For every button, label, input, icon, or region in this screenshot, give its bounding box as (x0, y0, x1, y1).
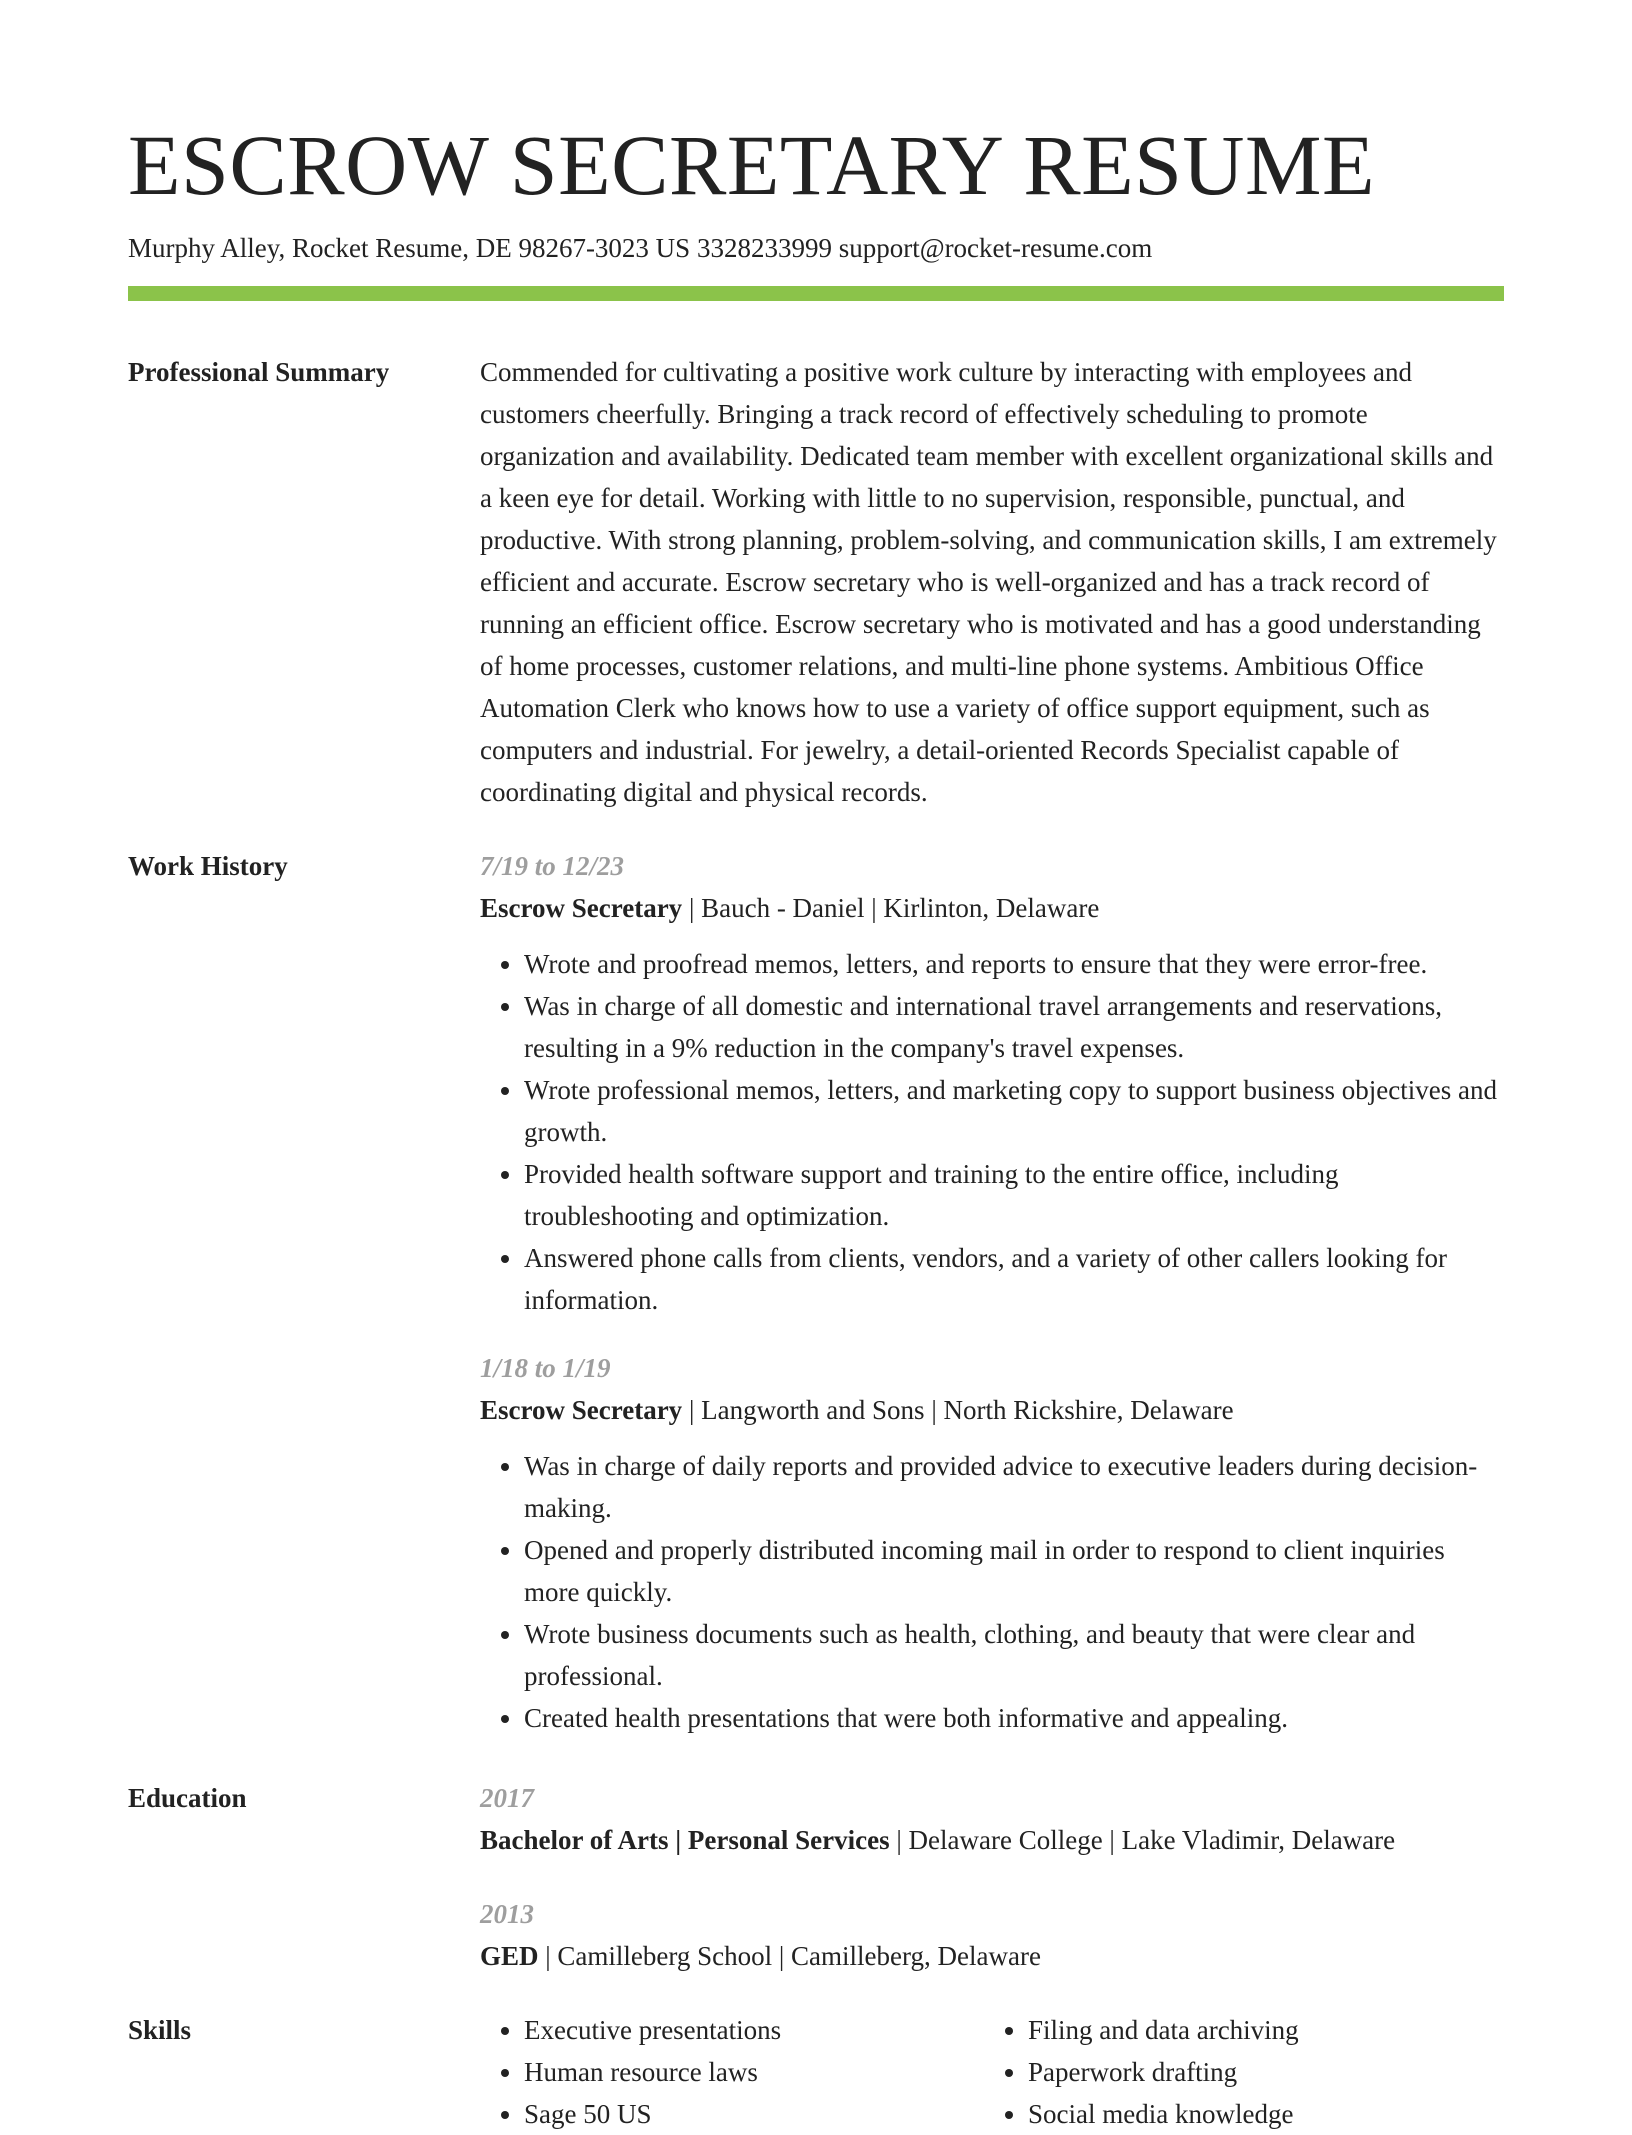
section-label-work: Work History (128, 850, 288, 881)
job-details: | Langworth and Sons | North Rickshire, Delaware (682, 1394, 1234, 1425)
job-bullet: • Wrote professional memos, letters, and marketing copy to support business objectives and growth. (524, 1069, 1504, 1153)
job-bullet: • Created health presentations that were both informative and appealing. (524, 1697, 1504, 1739)
job-title: Escrow Secretary (480, 892, 683, 923)
skills-column-1 (480, 2009, 984, 2135)
work-history-section (128, 845, 1504, 1739)
summary-section (128, 351, 1504, 813)
job-bullets (480, 1445, 1504, 1739)
skill-item: • Executive presentations (524, 2009, 984, 2051)
job-entry (480, 845, 1504, 1321)
education-details: | Delaware College | Lake Vladimir, Delaware (889, 1824, 1396, 1855)
job-bullet: • Provided health software support and training to the entire office, including troubleshooting and optimization. (524, 1153, 1504, 1237)
education-section (128, 1777, 1504, 1977)
job-dates: 1/18 to 1/19 (480, 1352, 611, 1383)
job-details: | Bauch - Daniel | Kirlinton, Delaware (682, 892, 1100, 923)
job-bullet: • Wrote business documents such as health, clothing, and beauty that were clear and professional. (524, 1613, 1504, 1697)
education-degree: GED (480, 1940, 539, 1971)
section-label-skills: Skills (128, 2014, 192, 2045)
job-entry (480, 1347, 1504, 1739)
education-year: 2013 (480, 1898, 534, 1929)
education-details: | Camilleberg School | Camilleberg, Delaware (538, 1940, 1041, 1971)
education-entry (480, 1893, 1504, 1977)
summary-text: Commended for cultivating a positive work culture by interacting with employees and customers cheerfully. Bringing a track record of effectively scheduling to promote organization and availability. Dedicated team member with excellent organizational skills and a keen eye for detail. Working with little to no supervision, responsible, punctual, and productive. With strong planning, problem-solving, and communication skills, I am extremely efficient and accurate. Escrow secretary who is well-organized and has a track record of running an efficient office. Escrow secretary who is motivated and has a good understanding of home processes, customer relations, and multi-line phone systems. Ambitious Office Automation Clerk who knows how to use a variety of office support equipment, such as computers and industrial. For jewelry, a detail-oriented Records Specialist capable of coordinating digital and physical records. (480, 356, 1497, 807)
job-bullet: • Was in charge of daily reports and provided advice to executive leaders during decision-making. (524, 1445, 1504, 1529)
section-label-summary: Professional Summary (128, 356, 390, 387)
skill-item: • Social media knowledge (1028, 2093, 1488, 2135)
skill-item: • Sage 50 US (524, 2093, 984, 2135)
skills-body (480, 2009, 1504, 2135)
job-bullet: • Opened and properly distributed incoming mail in order to respond to client inquiries more quickly. (524, 1529, 1504, 1613)
education-line (480, 1935, 1504, 1977)
skill-item: • Paperwork drafting (1028, 2051, 1488, 2093)
job-title: Escrow Secretary (480, 1394, 683, 1425)
resume-page (128, 118, 1504, 2135)
skills-column-2 (984, 2009, 1488, 2135)
education-degree: Bachelor of Arts | Personal Services (480, 1824, 890, 1855)
skill-item: • Human resource laws (524, 2051, 984, 2093)
job-role (480, 887, 1504, 929)
job-dates: 7/19 to 12/23 (480, 850, 625, 881)
job-bullet: • Answered phone calls from clients, vendors, and a variety of other callers looking for information. (524, 1237, 1504, 1321)
resume-title: ESCROW SECRETARY RESUME (128, 117, 1376, 213)
job-bullet: • Wrote and proofread memos, letters, and reports to ensure that they were error-free. (524, 943, 1504, 985)
skill-item: • Filing and data archiving (1028, 2009, 1488, 2051)
job-bullets (480, 943, 1504, 1321)
education-entry (480, 1777, 1504, 1861)
job-role (480, 1389, 1504, 1431)
skills-section (128, 2009, 1504, 2135)
work-history-body (480, 845, 1504, 1739)
section-label-education: Education (128, 1782, 247, 1813)
education-line (480, 1819, 1504, 1861)
education-year: 2017 (480, 1782, 534, 1813)
header-divider (128, 286, 1504, 301)
education-body (480, 1777, 1504, 1977)
contact-line: Murphy Alley, Rocket Resume, DE 98267-3023 US 3328233999 support@rocket-resume.com (128, 232, 1153, 263)
job-bullet: • Was in charge of all domestic and international travel arrangements and reservations, resulting in a 9% reduction in the company's travel expenses. (524, 985, 1504, 1069)
